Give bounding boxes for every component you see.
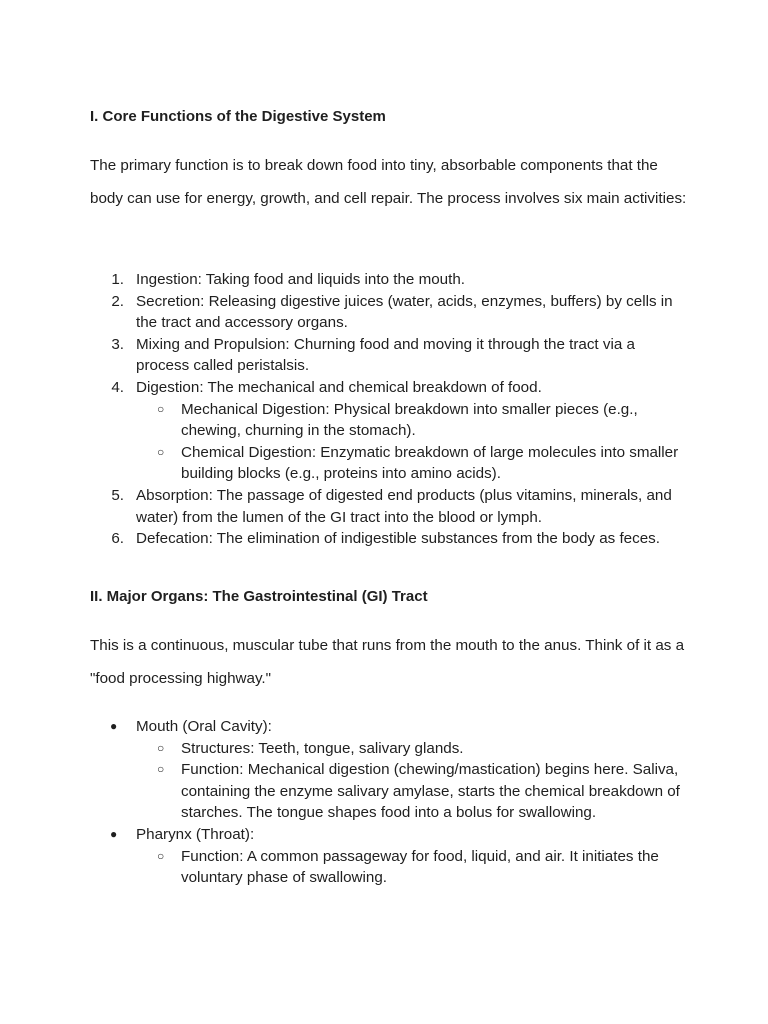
list-number: 1.: [111, 271, 124, 288]
sub-list-item: [90, 759, 690, 824]
section-heading-major-organs: II. Major Organs: The Gastrointestinal (GI) Tract: [90, 588, 428, 605]
list-number: 4.: [111, 378, 124, 396]
sub-list-item-text: Function: Mechanical digestion (chewing/mastication) begins here. Saliva, containing the enzyme salivary amylase, starts the chemical breakdown of starches. The tongue shapes food into a bolus for swallowing.: [181, 761, 680, 822]
bulleted-list: [90, 716, 690, 889]
sub-list-item-text: Function: A common passageway for food, liquid, and air. It initiates the voluntary phase of swallowing.: [181, 847, 659, 887]
list-item: [90, 269, 690, 291]
list-item-text: Secretion: Releasing digestive juices (water, acids, enzymes, buffers) by cells in the tract and accessory organs.: [136, 292, 673, 332]
circle-bullet-icon: ○: [157, 444, 165, 459]
sub-list-item: [90, 399, 690, 442]
circle-bullet-icon: ○: [157, 762, 165, 777]
list-item: [90, 528, 690, 550]
list-item-text: Mouth (Oral Cavity):: [136, 718, 272, 735]
circle-bullet-icon: ○: [157, 740, 165, 755]
list-number: 6.: [111, 530, 124, 548]
list-item: [90, 291, 690, 334]
circle-bullet-icon: ○: [157, 401, 165, 416]
sub-list-item-text: Mechanical Digestion: Physical breakdown into smaller pieces (e.g., chewing, churning in the stomach).: [181, 400, 638, 440]
bullet-icon: ●: [110, 826, 118, 841]
numbered-list: [90, 269, 690, 550]
sub-list-item: [90, 442, 690, 485]
list-number: 5.: [111, 486, 124, 504]
list-item: [90, 716, 690, 738]
list-number: 3.: [111, 335, 124, 353]
list-item-text: Defecation: The elimination of indigestible substances from the body as feces.: [136, 530, 660, 548]
list-number: 2.: [111, 292, 124, 310]
section-heading-core-functions: I. Core Functions of the Digestive System: [90, 108, 386, 125]
section-intro-paragraph: The primary function is to break down food into tiny, absorbable components that the body can use for energy, growth, and cell repair. The process involves six main activities:: [90, 157, 687, 207]
sub-list-item-text: Structures: Teeth, tongue, salivary glands.: [181, 739, 464, 757]
list-item-text: Digestion: The mechanical and chemical breakdown of food.: [136, 378, 542, 396]
circle-bullet-icon: ○: [157, 848, 165, 863]
list-item: [90, 824, 690, 846]
list-item-text: Ingestion: Taking food and liquids into the mouth.: [136, 271, 466, 288]
list-item-text: Mixing and Propulsion: Churning food and moving it through the tract via a process called peristalsis.: [136, 335, 635, 375]
sub-list-item: [90, 846, 690, 889]
list-item-text: Absorption: The passage of digested end products (plus vitamins, minerals, and water) from the lumen of the GI tract into the blood or lymph.: [136, 486, 672, 526]
list-item: [90, 485, 690, 528]
section-intro-paragraph: This is a continuous, muscular tube that runs from the mouth to the anus. Think of it as a "food processing highway.": [90, 637, 685, 687]
list-item: [90, 377, 690, 399]
list-item: [90, 334, 690, 377]
list-item-text: Pharynx (Throat):: [136, 825, 255, 843]
sub-list-item-text: Chemical Digestion: Enzymatic breakdown of large molecules into smaller building blocks (e.g., proteins into amino acids).: [181, 443, 679, 483]
sub-list-item: [90, 738, 690, 760]
bullet-icon: ●: [110, 719, 118, 733]
